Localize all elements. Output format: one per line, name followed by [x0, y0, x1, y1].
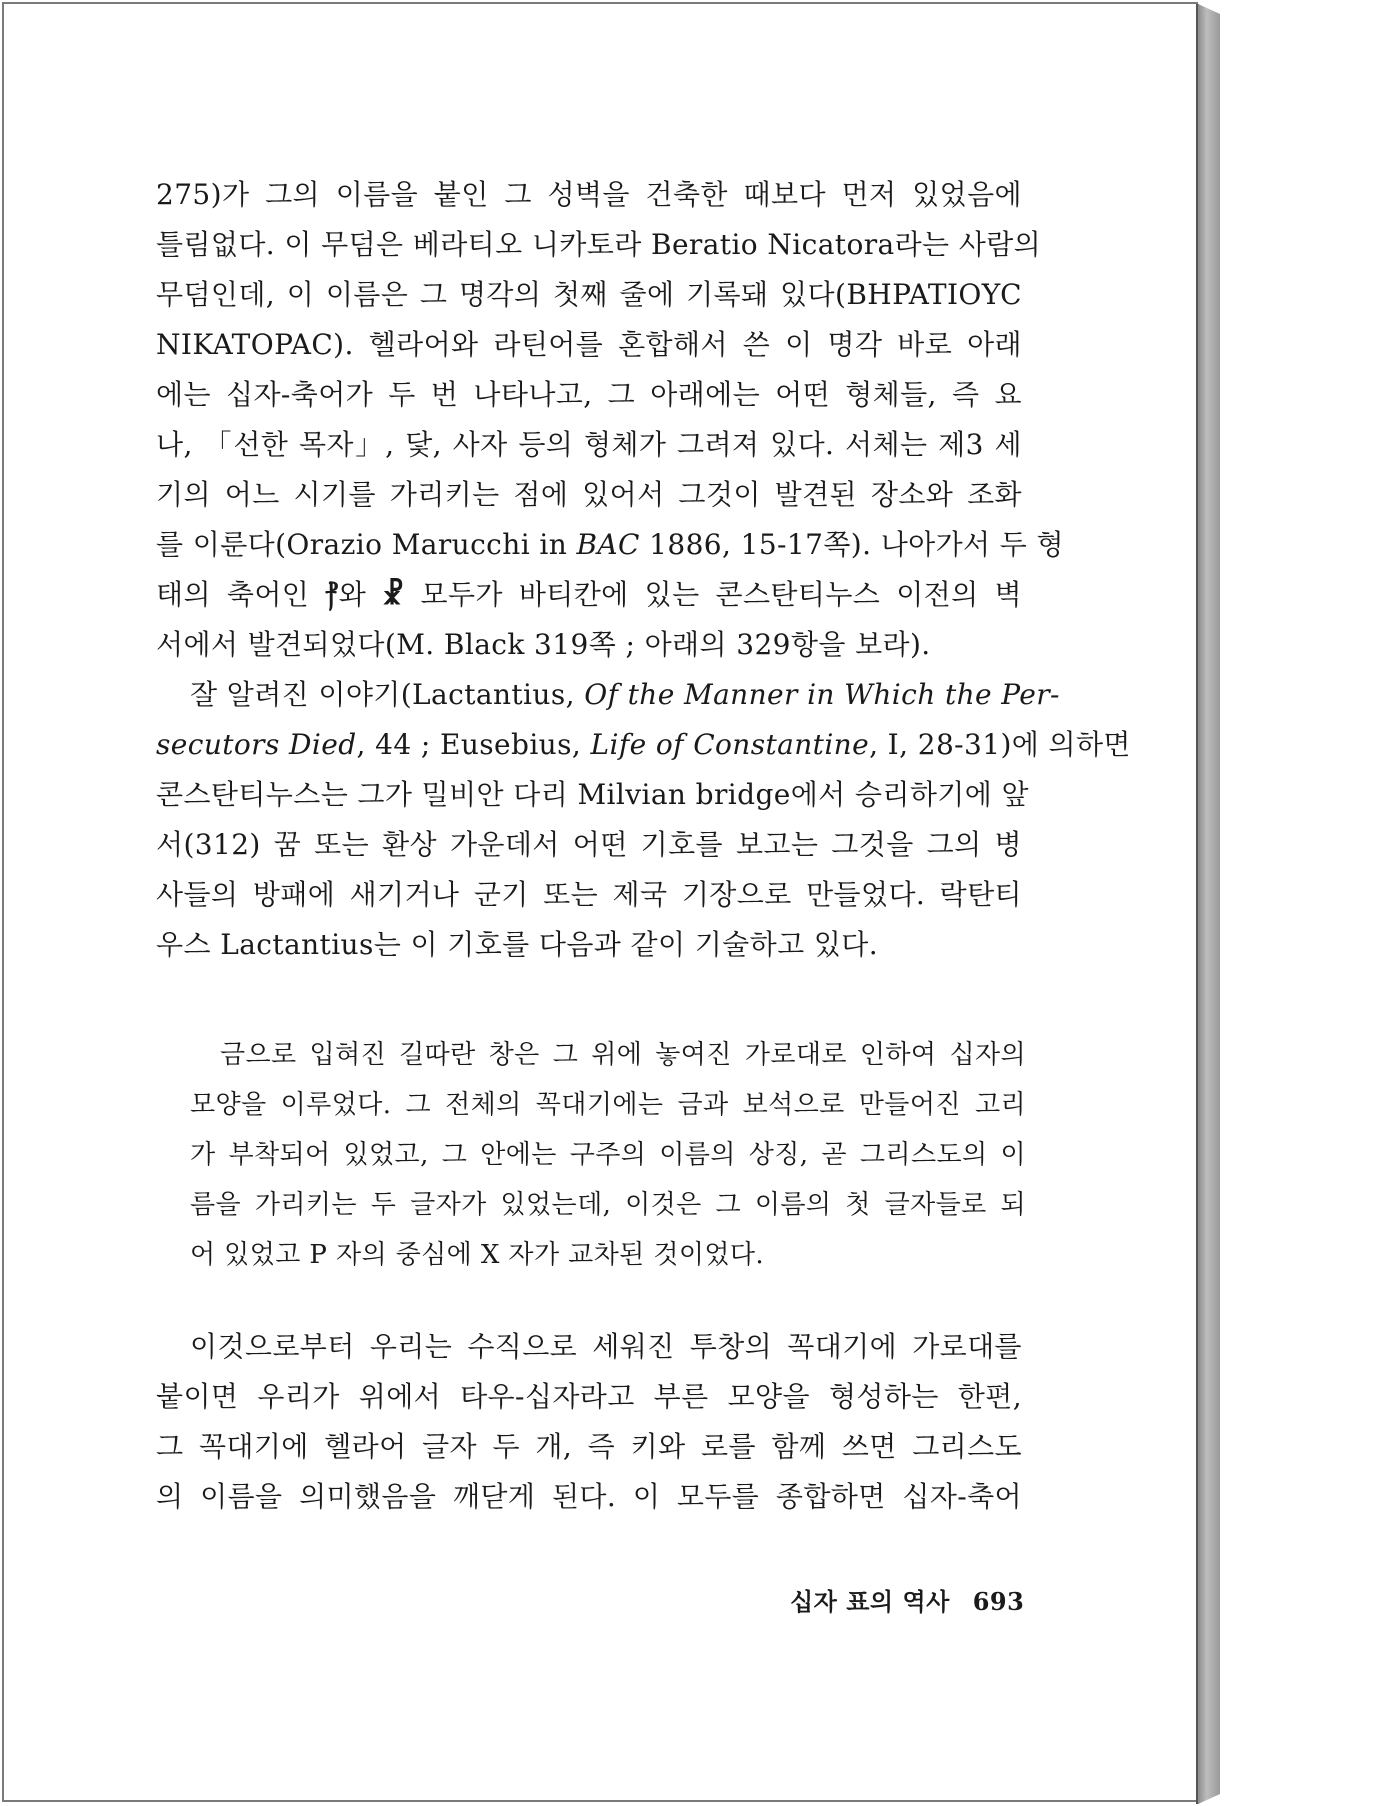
text-line: 붙이면 우리가 위에서 타우-십자라고 부른 모양을 형성하는 한편,	[156, 1380, 1022, 1413]
quote-line: 어 있었고 P 자의 중심에 X 자가 교차된 것이었다.	[190, 1240, 765, 1270]
text-line: 나, 「선한 목자」, 닻, 사자 등의 형체가 그려져 있다. 서체는 제3 세	[156, 428, 1022, 461]
quote-line: 름을 가리키는 두 글자가 있었는데, 이것은 그 이름의 첫 글자들로 되	[190, 1190, 1026, 1220]
text-line	[156, 520, 1064, 570]
text-line: 그 꼭대기에 헬라어 글자 두 개, 즉 키와 로를 함께 쓰면 그리스도	[156, 1430, 1022, 1463]
italic-span: Life of Constantine	[590, 728, 870, 761]
text-span: 태의 축어인	[156, 578, 326, 611]
text-span: 모두가 바티칸에 있는 콘스탄티누스 이전의 벽	[404, 578, 1023, 611]
text-span: 를 이룬다(Orazio Marucchi in	[156, 528, 577, 561]
text-line: 콘스탄티누스는 그가 밀비안 다리 Milvian bridge에서 승리하기에 앞	[156, 778, 1029, 811]
chi-rho-symbol: ☧	[382, 578, 405, 611]
text-line: 이것으로부터 우리는 수직으로 세워진 투창의 꼭대기에 가로대를	[190, 1330, 1022, 1363]
text-line: 서에서 발견되었다(M. Black 319쪽 ; 아래의 329항을 보라).	[156, 628, 931, 661]
text-span: 잘 알려진 이야기(Lactantius,	[190, 678, 585, 711]
italic-span: secutors Died	[156, 728, 357, 761]
text-line: 서(312) 꿈 또는 환상 가운데서 어떤 기호를 보고는 그것을 그의 병	[156, 828, 1022, 861]
text-line	[156, 570, 1022, 620]
text-line: 275)가 그의 이름을 붙인 그 성벽을 건축한 때보다 먼저 있었음에	[156, 178, 1022, 211]
text-line: 우스 Lactantius는 이 기호를 다음과 같이 기술하고 있다.	[156, 928, 879, 961]
page-edge-shadow	[1198, 4, 1220, 1804]
body-text-top	[156, 170, 1131, 970]
page-footer	[790, 1582, 1024, 1617]
text-span: 와	[338, 578, 383, 611]
text-span: , I, 28-31)에 의하면	[869, 728, 1131, 761]
text-span: , 44 ; Eusebius,	[356, 728, 591, 761]
text-span: 1886, 15-17쪽). 나아가서 두 형	[639, 528, 1064, 561]
italic-span: BAC	[576, 528, 640, 561]
text-line: 무덤인데, 이 이름은 그 명각의 첫째 줄에 기록돼 있다(BHPATIOYC	[156, 278, 1022, 311]
text-line: 기의 어느 시기를 가리키는 점에 있어서 그것이 발견된 장소와 조화	[156, 478, 1022, 511]
running-title: 십자 표의 역사	[790, 1587, 950, 1616]
quote-line: 금으로 입혀진 길따란 창은 그 위에 놓여진 가로대로 인하여 십자의	[220, 1040, 1026, 1070]
text-line: NIKATOPAC). 헬라어와 라틴어를 혼합해서 쓴 이 명각 바로 아래	[156, 328, 1022, 361]
text-line: 에는 십자-축어가 두 번 나타나고, 그 아래에는 어떤 형체들, 즉 요	[156, 378, 1022, 411]
text-line	[156, 720, 1131, 770]
quote-line: 가 부착되어 있었고, 그 안에는 구주의 이름의 상징, 곧 그리스도의 이	[190, 1140, 1026, 1170]
italic-span: Of the Manner in Which the Per-	[584, 678, 1060, 711]
text-line: 사들의 방패에 새기거나 군기 또는 제국 기장으로 만들었다. 락탄티	[156, 878, 1022, 911]
quote-line: 모양을 이루었다. 그 전체의 꼭대기에는 금과 보석으로 만들어진 고리	[190, 1090, 1026, 1120]
block-quote	[190, 1030, 1026, 1280]
text-line	[156, 670, 1060, 720]
text-line: 의 이름을 의미했음을 깨닫게 된다. 이 모두를 종합하면 십자-축어	[156, 1480, 1022, 1513]
body-text-bottom	[156, 1322, 1022, 1522]
page-number: 693	[972, 1587, 1025, 1616]
text-line: 틀림없다. 이 무덤은 베라티오 니카토라 Beratio Nicatora라는 사람의	[156, 228, 1042, 261]
staurogram-symbol: ⳨	[325, 578, 339, 611]
